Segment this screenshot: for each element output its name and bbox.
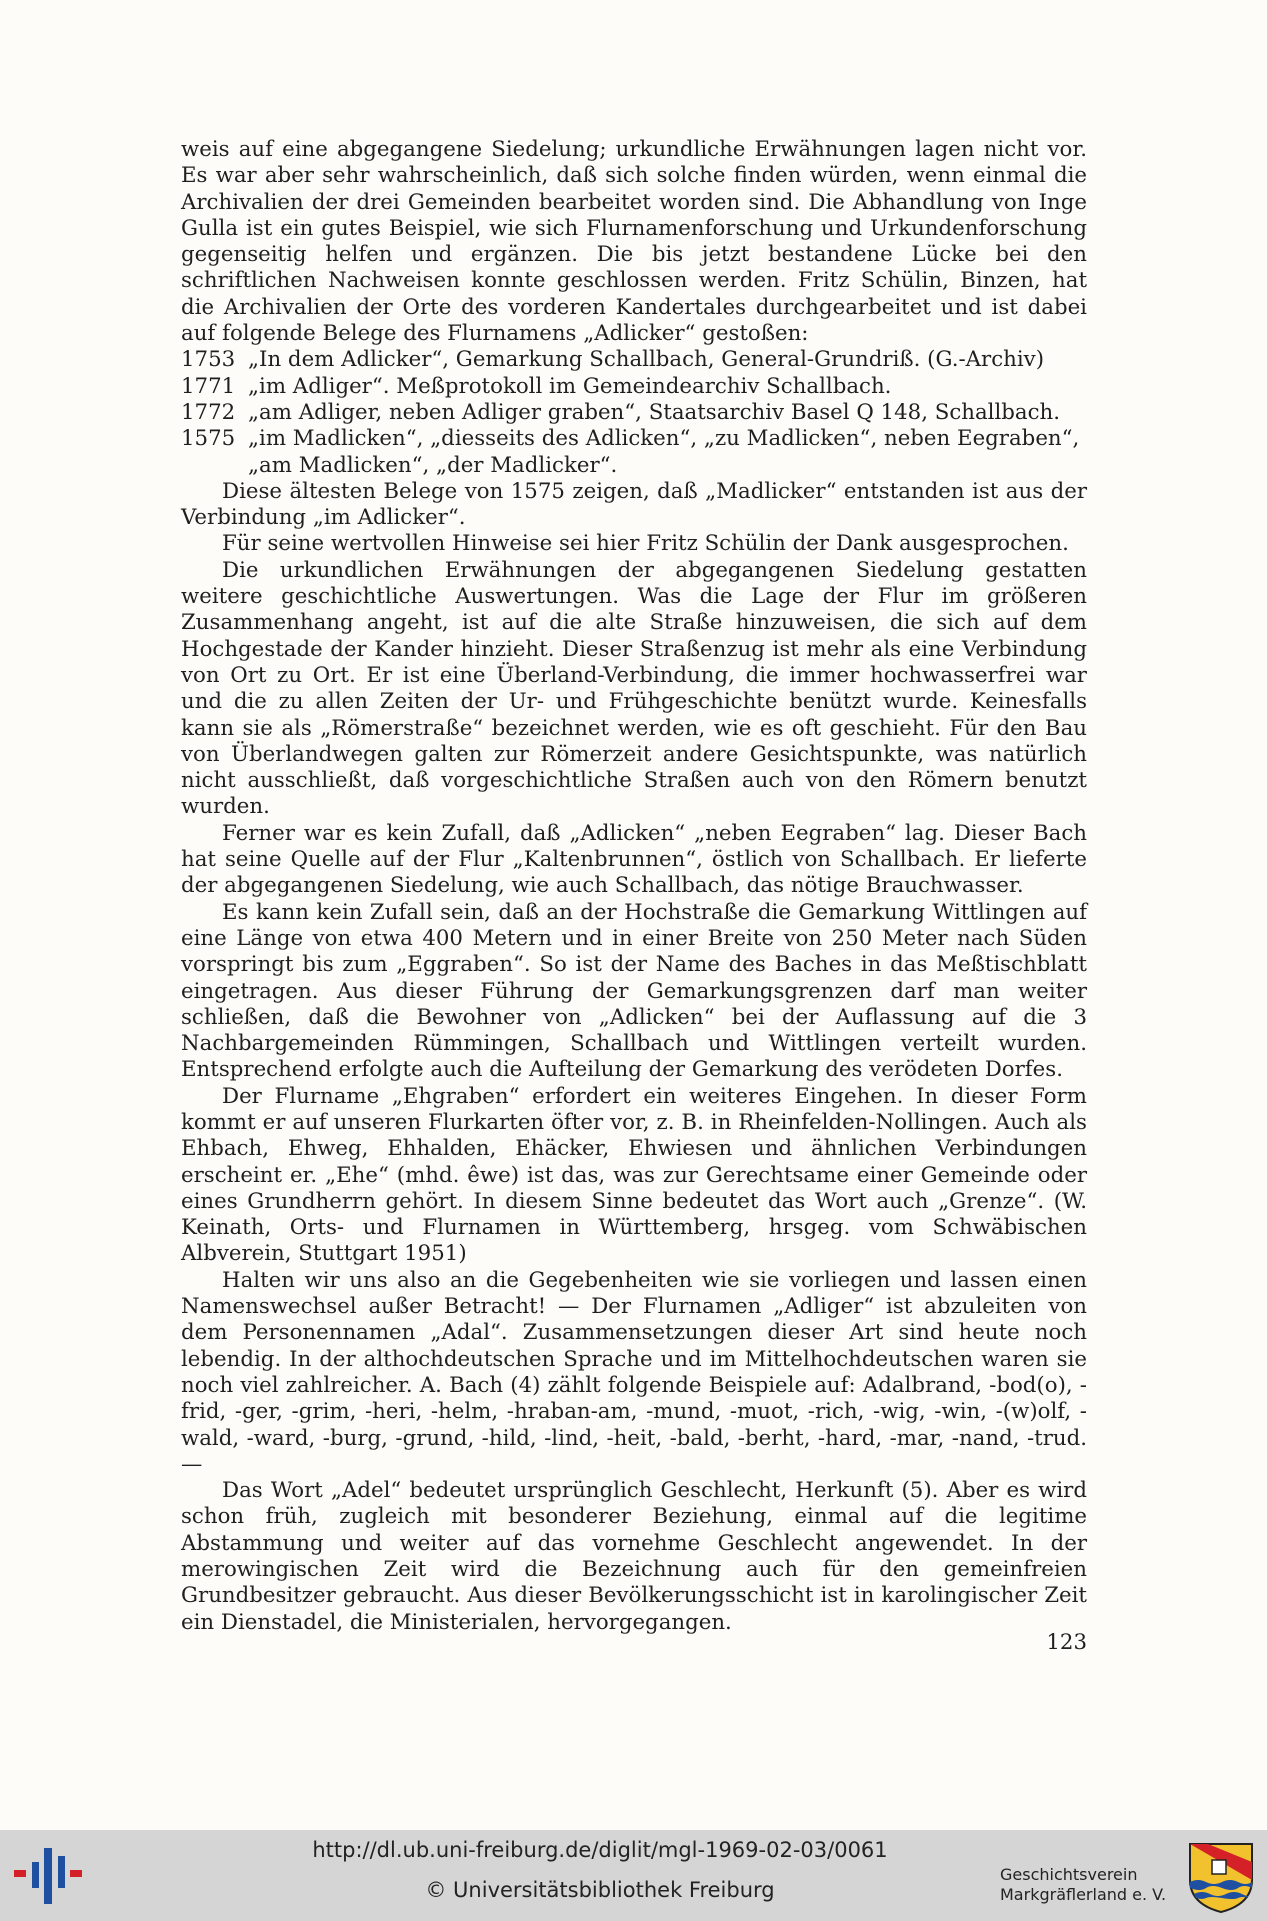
record-entry-1772 [181, 400, 1087, 426]
library-logo-icon [14, 1848, 82, 1904]
entry-text: „im Adliger“. Meßprotokoll im Gemeindearchiv Schallbach. [248, 373, 892, 399]
society-line-1: Geschichtsverein [1000, 1865, 1138, 1884]
coat-of-arms-icon [1188, 1842, 1254, 1914]
paragraph: Der Flurname „Ehgraben“ erfordert ein weiteres Eingehen. In dieser Form kommt er auf unseren Flurkarten öfter vor, z. B. in Rheinfelden-Nollingen. Auch als Ehbach, Ehweg, Ehhalden, Ehäcker, Ehwiesen und ähnlichen Verbindungen erscheint er. „Ehe“ (mhd. êwe) ist das, was zur Gerechtsame einer Gemeinde oder eines Grundherrn gehört. In diesem Sinne bedeutet das Wort auch „Grenze“. (W. Keinath, Orts- und Flurnamen in Württemberg, hrsgeg. vom Schwäbischen Albverein, Stuttgart 1951) [181, 1083, 1087, 1267]
paragraph: Für seine wertvollen Hinweise sei hier Fritz Schülin der Dank ausgesprochen. [222, 531, 1069, 557]
record-entry-1575 [181, 426, 1087, 479]
record-entry-1771 [181, 374, 1087, 400]
paragraph: Halten wir uns also an die Gegebenheiten wie sie vorliegen und lassen einen Namenswechsel außer Betracht! — Der Flurnamen „Adliger“ ist abzuleiten von dem Personennamen „Adal“. Zusammensetzungen dieser Art sind heute noch lebendig. In der althochdeutschen Sprache und im Mittelhochdeutschen waren sie noch viel zahlreicher. A. Bach (4) zählt folgende Beispiele auf: Adalbrand, -bod(o), -frid, -ger, -grim, -heri, -helm, -hraban-am, -mund, -muot, -rich, -wig, -win, -(w)olf, -wald, -ward, -burg, -grund, -hild, -lind, -heit, -bald, -berht, -hard, -mar, -nand, -trud. — [181, 1267, 1087, 1477]
paragraph: Ferner war es kein Zufall, daß „Adlicken“ „neben Eegraben“ lag. Dieser Bach hat seine Quelle auf der Flur „Kaltenbrunnen“, östlich von Schallbach. Er lieferte der abgegangenen Siedelung, wie auch Schallbach, das nötige Brauchwasser. [181, 820, 1087, 899]
paragraph-intro: weis auf eine abgegangene Siedelung; urkundliche Erwähnungen lagen nicht vor. Es war aber sehr wahrscheinlich, daß sich solche finden würden, wenn einmal die Archivalien der drei Gemeinden bearbeitet worden sind. Die Abhandlung von Inge Gulla ist ein gutes Beispiel, wie sich Flurnamenforschung und Urkundenforschung gegenseitig helfen und ergänzen. Die bis jetzt bestandene Lücke bei den schriftlichen Nachweisen konnte geschlossen werden. Fritz Schülin, Binzen, hat die Archivalien der Orte des vorderen Kandertales durchgearbeitet und ist dabei auf folgende Belege des Flurnamens „Adlicker“ gestoßen: [181, 137, 1087, 347]
entry-year: 1771 [181, 373, 236, 399]
paragraph: Das Wort „Adel“ bedeutet ursprünglich Geschlecht, Herkunft (5). Aber es wird schon früh, zugleich mit besonderer Beziehung, einmal auf die legitime Abstammung und weiter auf das vornehme Geschlecht angewendet. In der merowingischen Zeit wird die Bezeichnung auch für den gemeinfreien Grundbesitzer gebraucht. Aus dieser Bevölkerungsschicht ist in karolingischer Zeit ein Dienstadel, die Ministerialen, hervorgegangen. [181, 1478, 1087, 1635]
society-name [1000, 1865, 1180, 1905]
copyright-text: © Universitätsbibliothek Freiburg [425, 1878, 775, 1902]
society-line-2: Markgräflerland e. V. [1000, 1885, 1167, 1904]
paragraph: Diese ältesten Belege von 1575 zeigen, daß „Madlicker“ entstanden ist aus der Verbindung „im Adlicker“. [181, 478, 1087, 531]
body-text [181, 137, 1087, 1636]
paragraph: Es kann kein Zufall sein, daß an der Hochstraße die Gemarkung Wittlingen auf eine Länge von etwa 400 Metern und in einer Breite von 250 Meter nach Süden vorspringt bis zum „Eggraben“. So ist der Name des Baches in das Meßtischblatt eingetragen. Aus dieser Führung der Gemarkungsgrenzen darf man weiter schließen, daß die Bewohner von „Adlicken“ bei der Auflassung auf die 3 Nachbargemeinden Rümmingen, Schallbach und Wittlingen verteilt wurden. Entsprechend erfolgte auch die Aufteilung der Gemarkung des verödeten Dorfes. [181, 899, 1087, 1083]
entry-year: 1753 [181, 347, 236, 373]
paragraph: Die urkundlichen Erwähnungen der abgegangenen Siedelung gestatten weitere geschichtliche Auswertungen. Was die Lage der Flur im größeren Zusammenhang angeht, ist auf die alte Straße hinzuweisen, die sich auf dem Hochgestade der Kander hinzieht. Dieser Straßenzug ist mehr als eine Verbindung von Ort zu Ort. Er ist eine Überland-Verbindung, die immer hochwasserfrei war und die zu allen Zeiten der Ur- und Frühgeschichte benützt wurde. Keinesfalls kann sie als „Römerstraße“ bezeichnet werden, wie es oft geschieht. Für den Bau von Überlandwegen galten zur Römerzeit andere Gesichtspunkte, was natürlich nicht ausschließt, daß vorgeschichtliche Straßen auch von den Römern benutzt wurden. [181, 557, 1087, 820]
entry-text: „im Madlicken“, „diesseits des Adlicken“, „zu Madlicken“, neben Eegraben“, „am Madlicken“, „der Madlicker“. [248, 426, 1080, 478]
entry-year: 1772 [181, 399, 236, 425]
entry-text: „In dem Adlicker“, Gemarkung Schallbach, General-Grundriß. (G.-Archiv) [248, 347, 1045, 373]
entry-text: „am Adliger, neben Adliger graben“, Staatsarchiv Basel Q 148, Schallbach. [248, 399, 1061, 425]
record-entry-1753 [181, 347, 1087, 373]
entry-year: 1575 [181, 426, 236, 452]
page-number: 123 [1046, 1630, 1087, 1655]
permalink-url[interactable]: http://dl.ub.uni-freiburg.de/diglit/mgl-1969-02-03/0061 [312, 1838, 888, 1862]
footer-bar [0, 1830, 1267, 1921]
